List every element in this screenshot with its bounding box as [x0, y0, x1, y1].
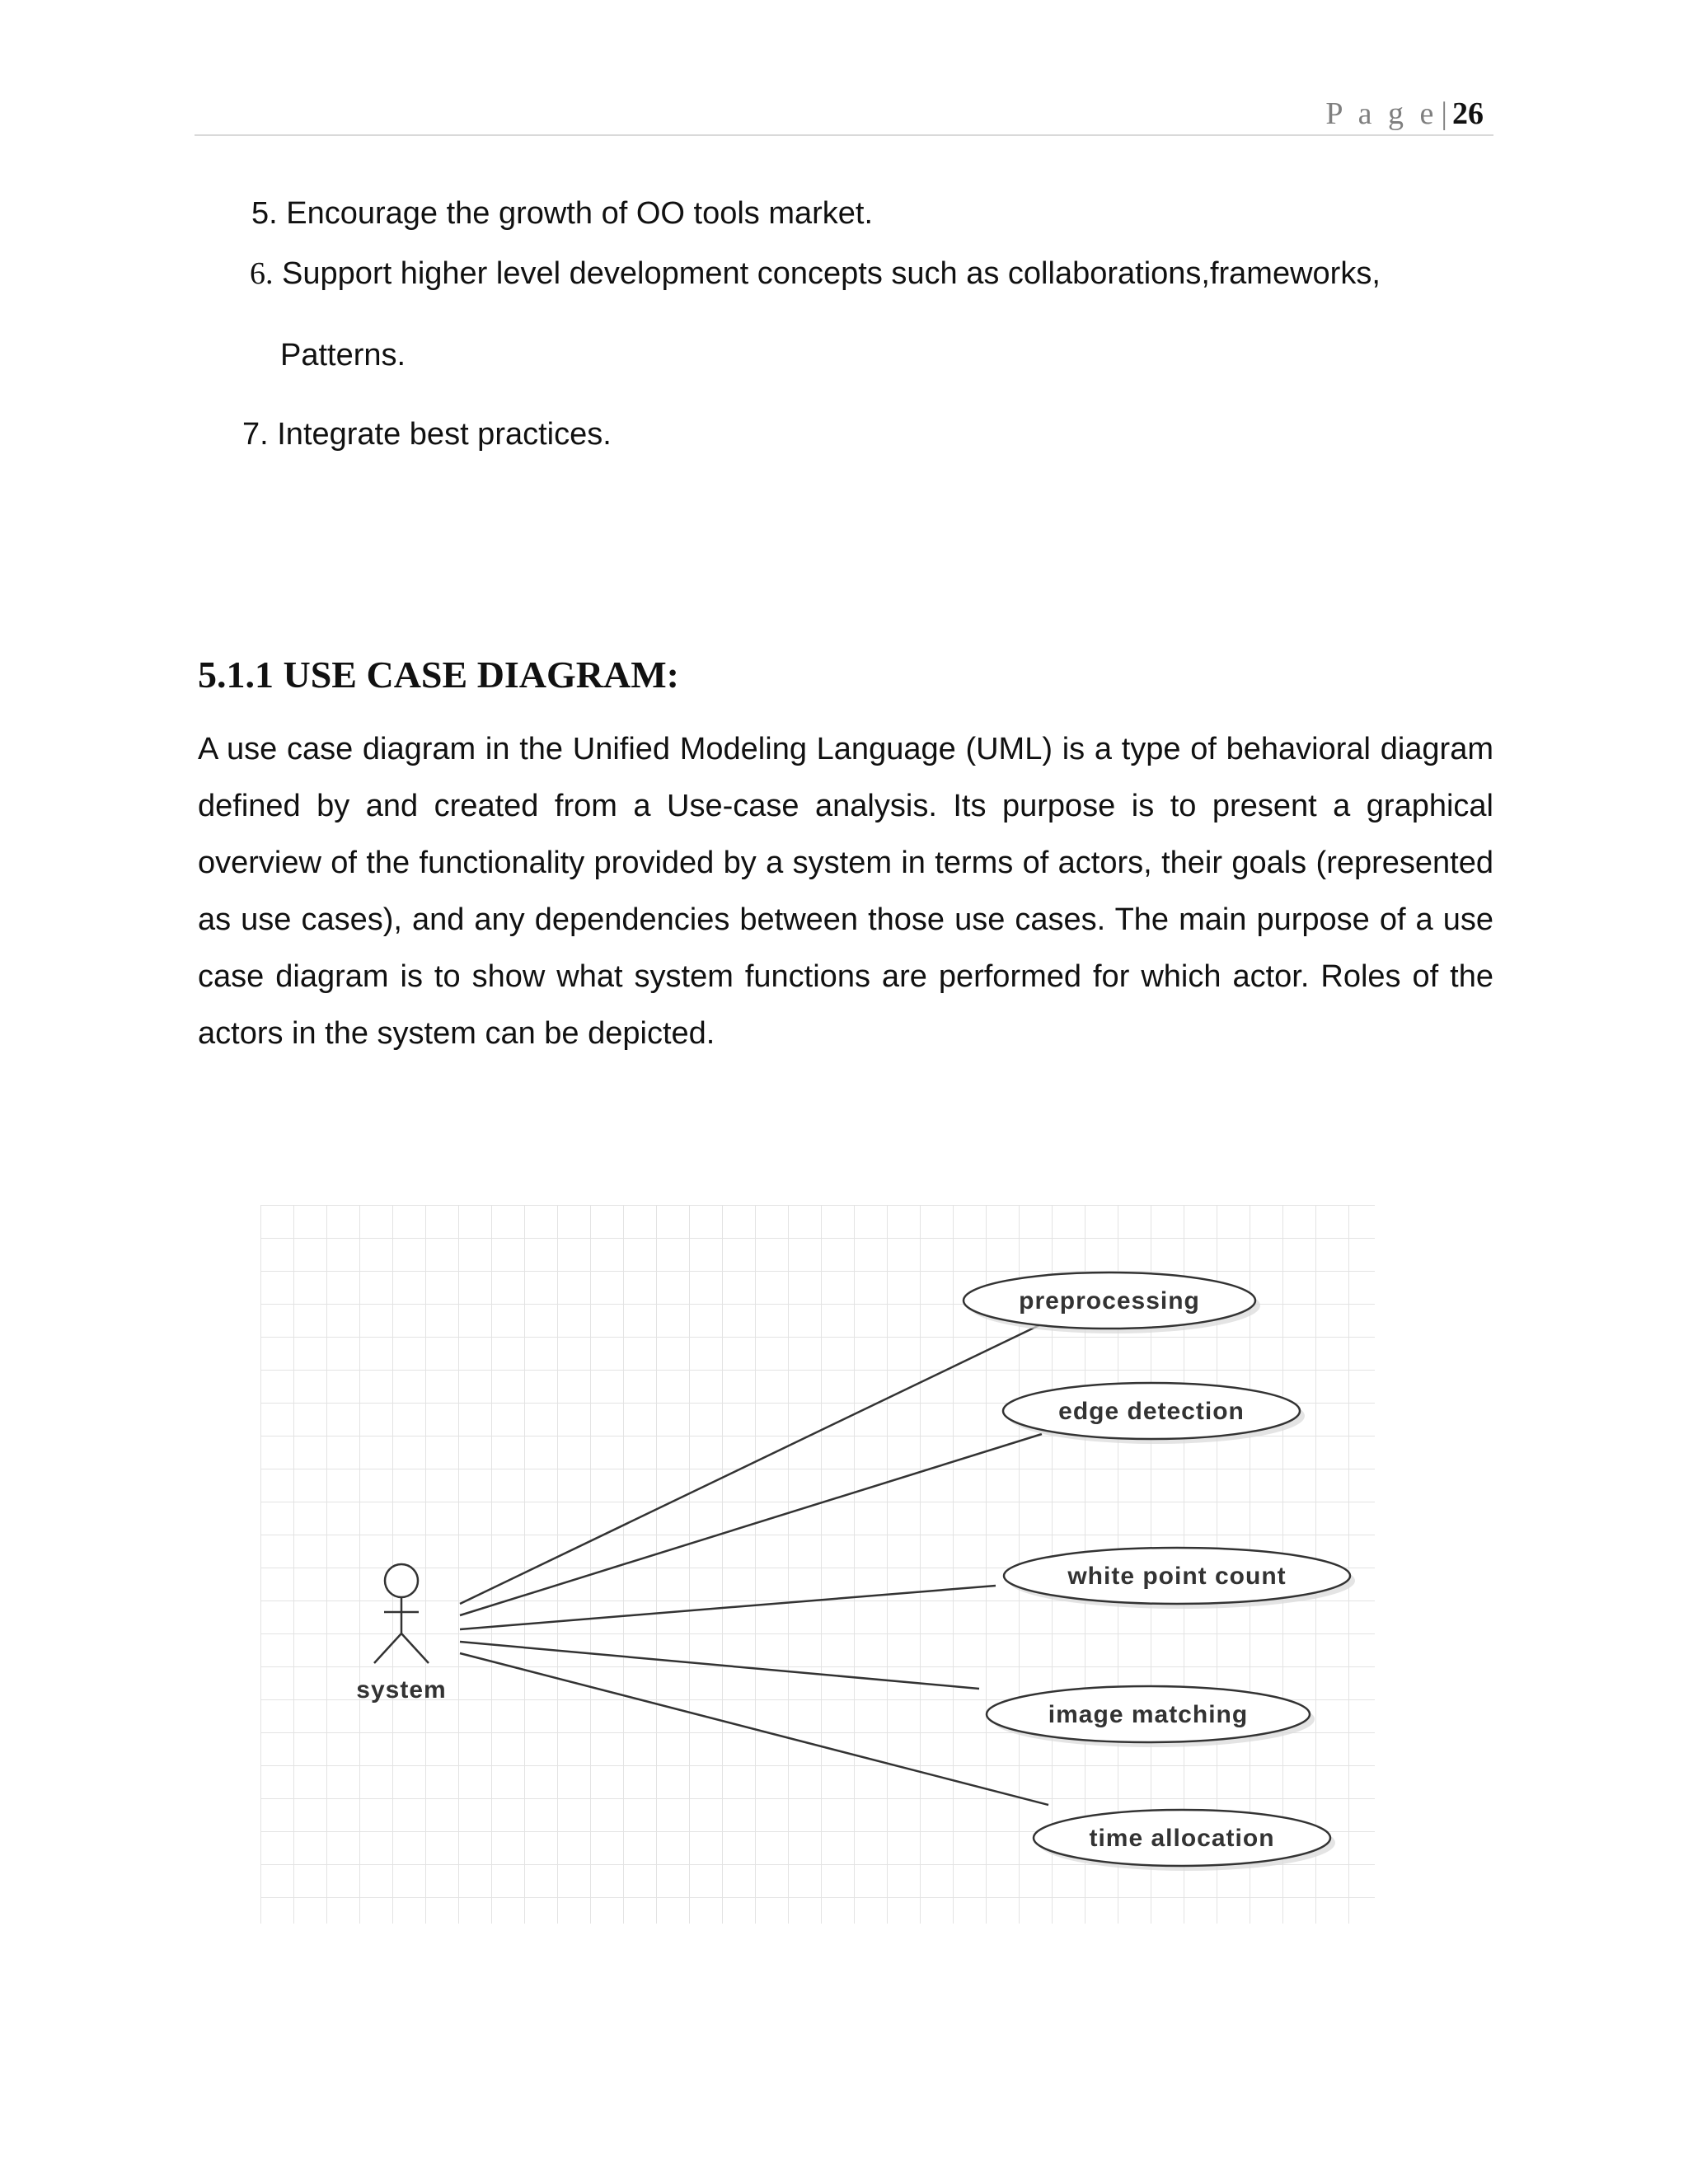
use-case-label: image matching	[1048, 1701, 1249, 1728]
list-item-6-text: Support higher level development concepts such as collaborations,frameworks,	[273, 256, 1381, 291]
list-item-6-continuation: Patterns.	[280, 338, 406, 373]
page-number: 26	[1452, 96, 1484, 131]
use-case-label: preprocessing	[1019, 1287, 1200, 1315]
use-case-diagram-svg	[260, 1205, 1375, 1924]
use-case-label: edge detection	[1058, 1398, 1245, 1425]
use-case-edge-detection	[1003, 1383, 1305, 1444]
section-paragraph: A use case diagram in the Unified Modeling Language (UML) is a type of behavioral diagram defined by and created from a Use-case analysis. Its purpose is to present a graphical overview of the functionality provided by a system in terms of actors, their goals (represented as use cases), and any dependencies between those use cases. The main purpose of a use case diagram is to show what system functions are performed for which actor. Roles of the actors in the system can be depicted.	[198, 732, 1493, 1051]
list-item-5: 5. Encourage the growth of OO tools market.	[251, 196, 874, 231]
use-case-diagram	[260, 1205, 1375, 1924]
page-header	[1325, 96, 1484, 132]
actor-head	[385, 1564, 418, 1597]
list-item-6-number: 6.	[250, 256, 274, 291]
use-case-label: time allocation	[1089, 1825, 1275, 1852]
page-word: P a g e	[1325, 96, 1438, 131]
use-case-preprocessing	[964, 1272, 1260, 1333]
section-heading: 5.1.1 USE CASE DIAGRAM:	[198, 654, 679, 696]
page-separator: |	[1441, 96, 1447, 131]
use-case-white-point-count	[1004, 1548, 1355, 1609]
use-case-label: white point count	[1067, 1563, 1287, 1590]
actor-label: system	[356, 1676, 447, 1704]
list-item-7: 7. Integrate best practices.	[242, 417, 612, 452]
list-item-6	[250, 255, 1381, 292]
use-case-time-allocation	[1034, 1810, 1335, 1871]
use-case-image-matching	[987, 1686, 1315, 1747]
header-divider	[195, 134, 1493, 136]
